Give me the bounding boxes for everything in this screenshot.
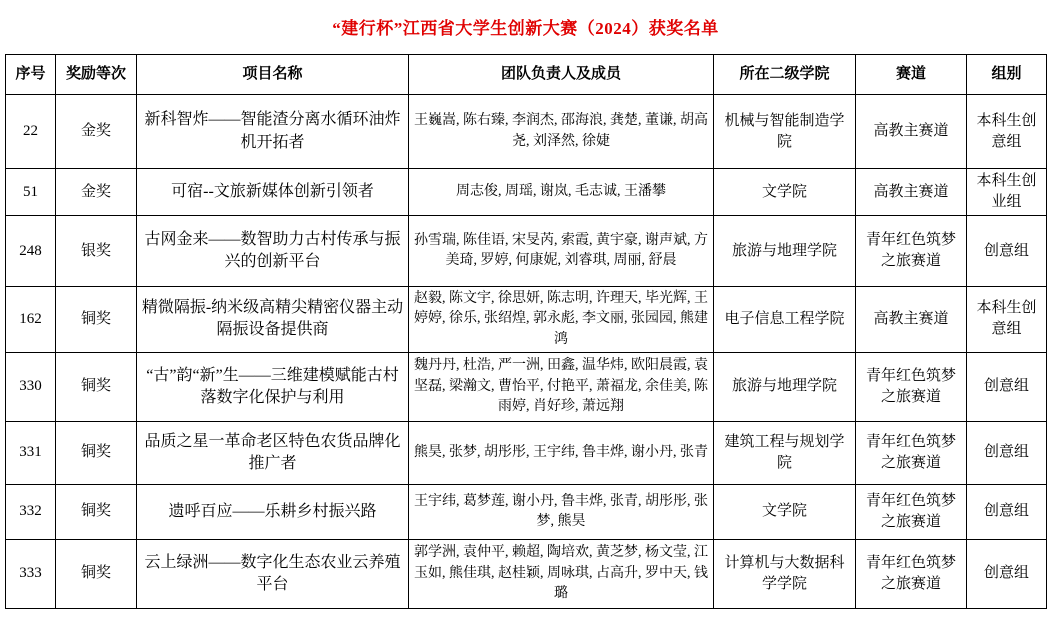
cell-college: 旅游与地理学院 — [714, 352, 856, 421]
cell-award: 铜奖 — [56, 352, 137, 421]
column-header-1: 奖励等次 — [56, 55, 137, 95]
cell-members: 熊昊, 张梦, 胡彤彤, 王宇纬, 鲁丰烨, 谢小丹, 张青 — [409, 421, 714, 484]
column-header-2: 项目名称 — [137, 55, 409, 95]
table-row — [6, 352, 1047, 421]
cell-members: 魏丹丹, 杜浩, 严一洲, 田鑫, 温华炜, 欧阳晨霞, 袁坚磊, 梁瀚文, 曹怡平, 付艳平, 萧福龙, 余佳美, 陈雨婷, 肖好珍, 萧远翔 — [409, 352, 714, 421]
column-header-6: 组别 — [967, 55, 1047, 95]
cell-college: 机械与智能制造学院 — [714, 95, 856, 169]
cell-group: 本科生创业组 — [967, 169, 1047, 216]
cell-serial: 330 — [6, 352, 56, 421]
cell-college: 建筑工程与规划学院 — [714, 421, 856, 484]
cell-track: 青年红色筑梦之旅赛道 — [856, 421, 967, 484]
cell-project: 可宿--文旅新媒体创新引领者 — [137, 169, 409, 216]
cell-members: 赵毅, 陈文宇, 徐思妍, 陈志明, 许理天, 毕光辉, 王婷婷, 徐乐, 张绍煌, 郭永彪, 李文丽, 张园园, 熊建鸿 — [409, 287, 714, 353]
cell-award: 铜奖 — [56, 484, 137, 539]
cell-college: 计算机与大数据科学学院 — [714, 539, 856, 608]
cell-serial: 51 — [6, 169, 56, 216]
cell-serial: 22 — [6, 95, 56, 169]
cell-members: 王宇纬, 葛梦莲, 谢小丹, 鲁丰烨, 张青, 胡彤彤, 张梦, 熊昊 — [409, 484, 714, 539]
cell-award: 金奖 — [56, 169, 137, 216]
cell-project: 品质之星一革命老区特色农货品牌化推广者 — [137, 421, 409, 484]
cell-project: 古网金来——数智助力古村传承与振兴的创新平台 — [137, 216, 409, 287]
cell-project: 云上绿洲——数字化生态农业云养殖平台 — [137, 539, 409, 608]
table-row — [6, 216, 1047, 287]
cell-members: 周志俊, 周瑶, 谢岚, 毛志诚, 王潘攀 — [409, 169, 714, 216]
cell-track: 青年红色筑梦之旅赛道 — [856, 352, 967, 421]
cell-college: 电子信息工程学院 — [714, 287, 856, 353]
cell-track: 青年红色筑梦之旅赛道 — [856, 484, 967, 539]
column-header-3: 团队负责人及成员 — [409, 55, 714, 95]
cell-award: 金奖 — [56, 95, 137, 169]
cell-award: 银奖 — [56, 216, 137, 287]
cell-project: “古”韵“新”生——三维建模赋能古村落数字化保护与利用 — [137, 352, 409, 421]
cell-members: 郭学洲, 袁仲平, 赖超, 陶培欢, 黄芝梦, 杨文莹, 江玉如, 熊佳琪, 赵桂颖, 周咏琪, 占高升, 罗中天, 钱璐 — [409, 539, 714, 608]
cell-group: 创意组 — [967, 539, 1047, 608]
cell-track: 高教主赛道 — [856, 169, 967, 216]
column-header-0: 序号 — [6, 55, 56, 95]
cell-track: 青年红色筑梦之旅赛道 — [856, 539, 967, 608]
cell-members: 孙雪瑞, 陈佳语, 宋旻芮, 索霞, 黄宇豪, 谢声斌, 方美琦, 罗婷, 何康妮, 刘睿琪, 周丽, 舒晨 — [409, 216, 714, 287]
cell-college: 文学院 — [714, 484, 856, 539]
award-table — [5, 54, 1047, 609]
cell-project: 精微隔振-纳米级高精尖精密仪器主动隔振设备提供商 — [137, 287, 409, 353]
cell-award: 铜奖 — [56, 421, 137, 484]
cell-serial: 331 — [6, 421, 56, 484]
cell-group: 创意组 — [967, 421, 1047, 484]
table-body — [6, 95, 1047, 609]
cell-track: 青年红色筑梦之旅赛道 — [856, 216, 967, 287]
cell-track: 高教主赛道 — [856, 95, 967, 169]
header-row — [6, 55, 1047, 95]
cell-group: 本科生创意组 — [967, 287, 1047, 353]
cell-group: 创意组 — [967, 216, 1047, 287]
table-row — [6, 421, 1047, 484]
table-row — [6, 95, 1047, 169]
cell-college: 旅游与地理学院 — [714, 216, 856, 287]
cell-college: 文学院 — [714, 169, 856, 216]
table-row — [6, 287, 1047, 353]
cell-members: 王巍嵩, 陈右臻, 李润杰, 邵海浪, 龚楚, 董谦, 胡高尧, 刘泽然, 徐婕 — [409, 95, 714, 169]
cell-serial: 333 — [6, 539, 56, 608]
cell-track: 高教主赛道 — [856, 287, 967, 353]
cell-award: 铜奖 — [56, 287, 137, 353]
table-row — [6, 169, 1047, 216]
cell-group: 本科生创意组 — [967, 95, 1047, 169]
cell-project: 新科智炸——智能渣分离水循环油炸机开拓者 — [137, 95, 409, 169]
cell-group: 创意组 — [967, 484, 1047, 539]
table-row — [6, 484, 1047, 539]
cell-serial: 248 — [6, 216, 56, 287]
table-row — [6, 539, 1047, 608]
cell-award: 铜奖 — [56, 539, 137, 608]
cell-group: 创意组 — [967, 352, 1047, 421]
cell-serial: 162 — [6, 287, 56, 353]
page-title: “建行杯”江西省大学生创新大赛（2024）获奖名单 — [332, 19, 719, 38]
document-page — [0, 14, 1051, 609]
cell-project: 遗呼百应——乐耕乡村振兴路 — [137, 484, 409, 539]
column-header-4: 所在二级学院 — [714, 55, 856, 95]
cell-serial: 332 — [6, 484, 56, 539]
column-header-5: 赛道 — [856, 55, 967, 95]
